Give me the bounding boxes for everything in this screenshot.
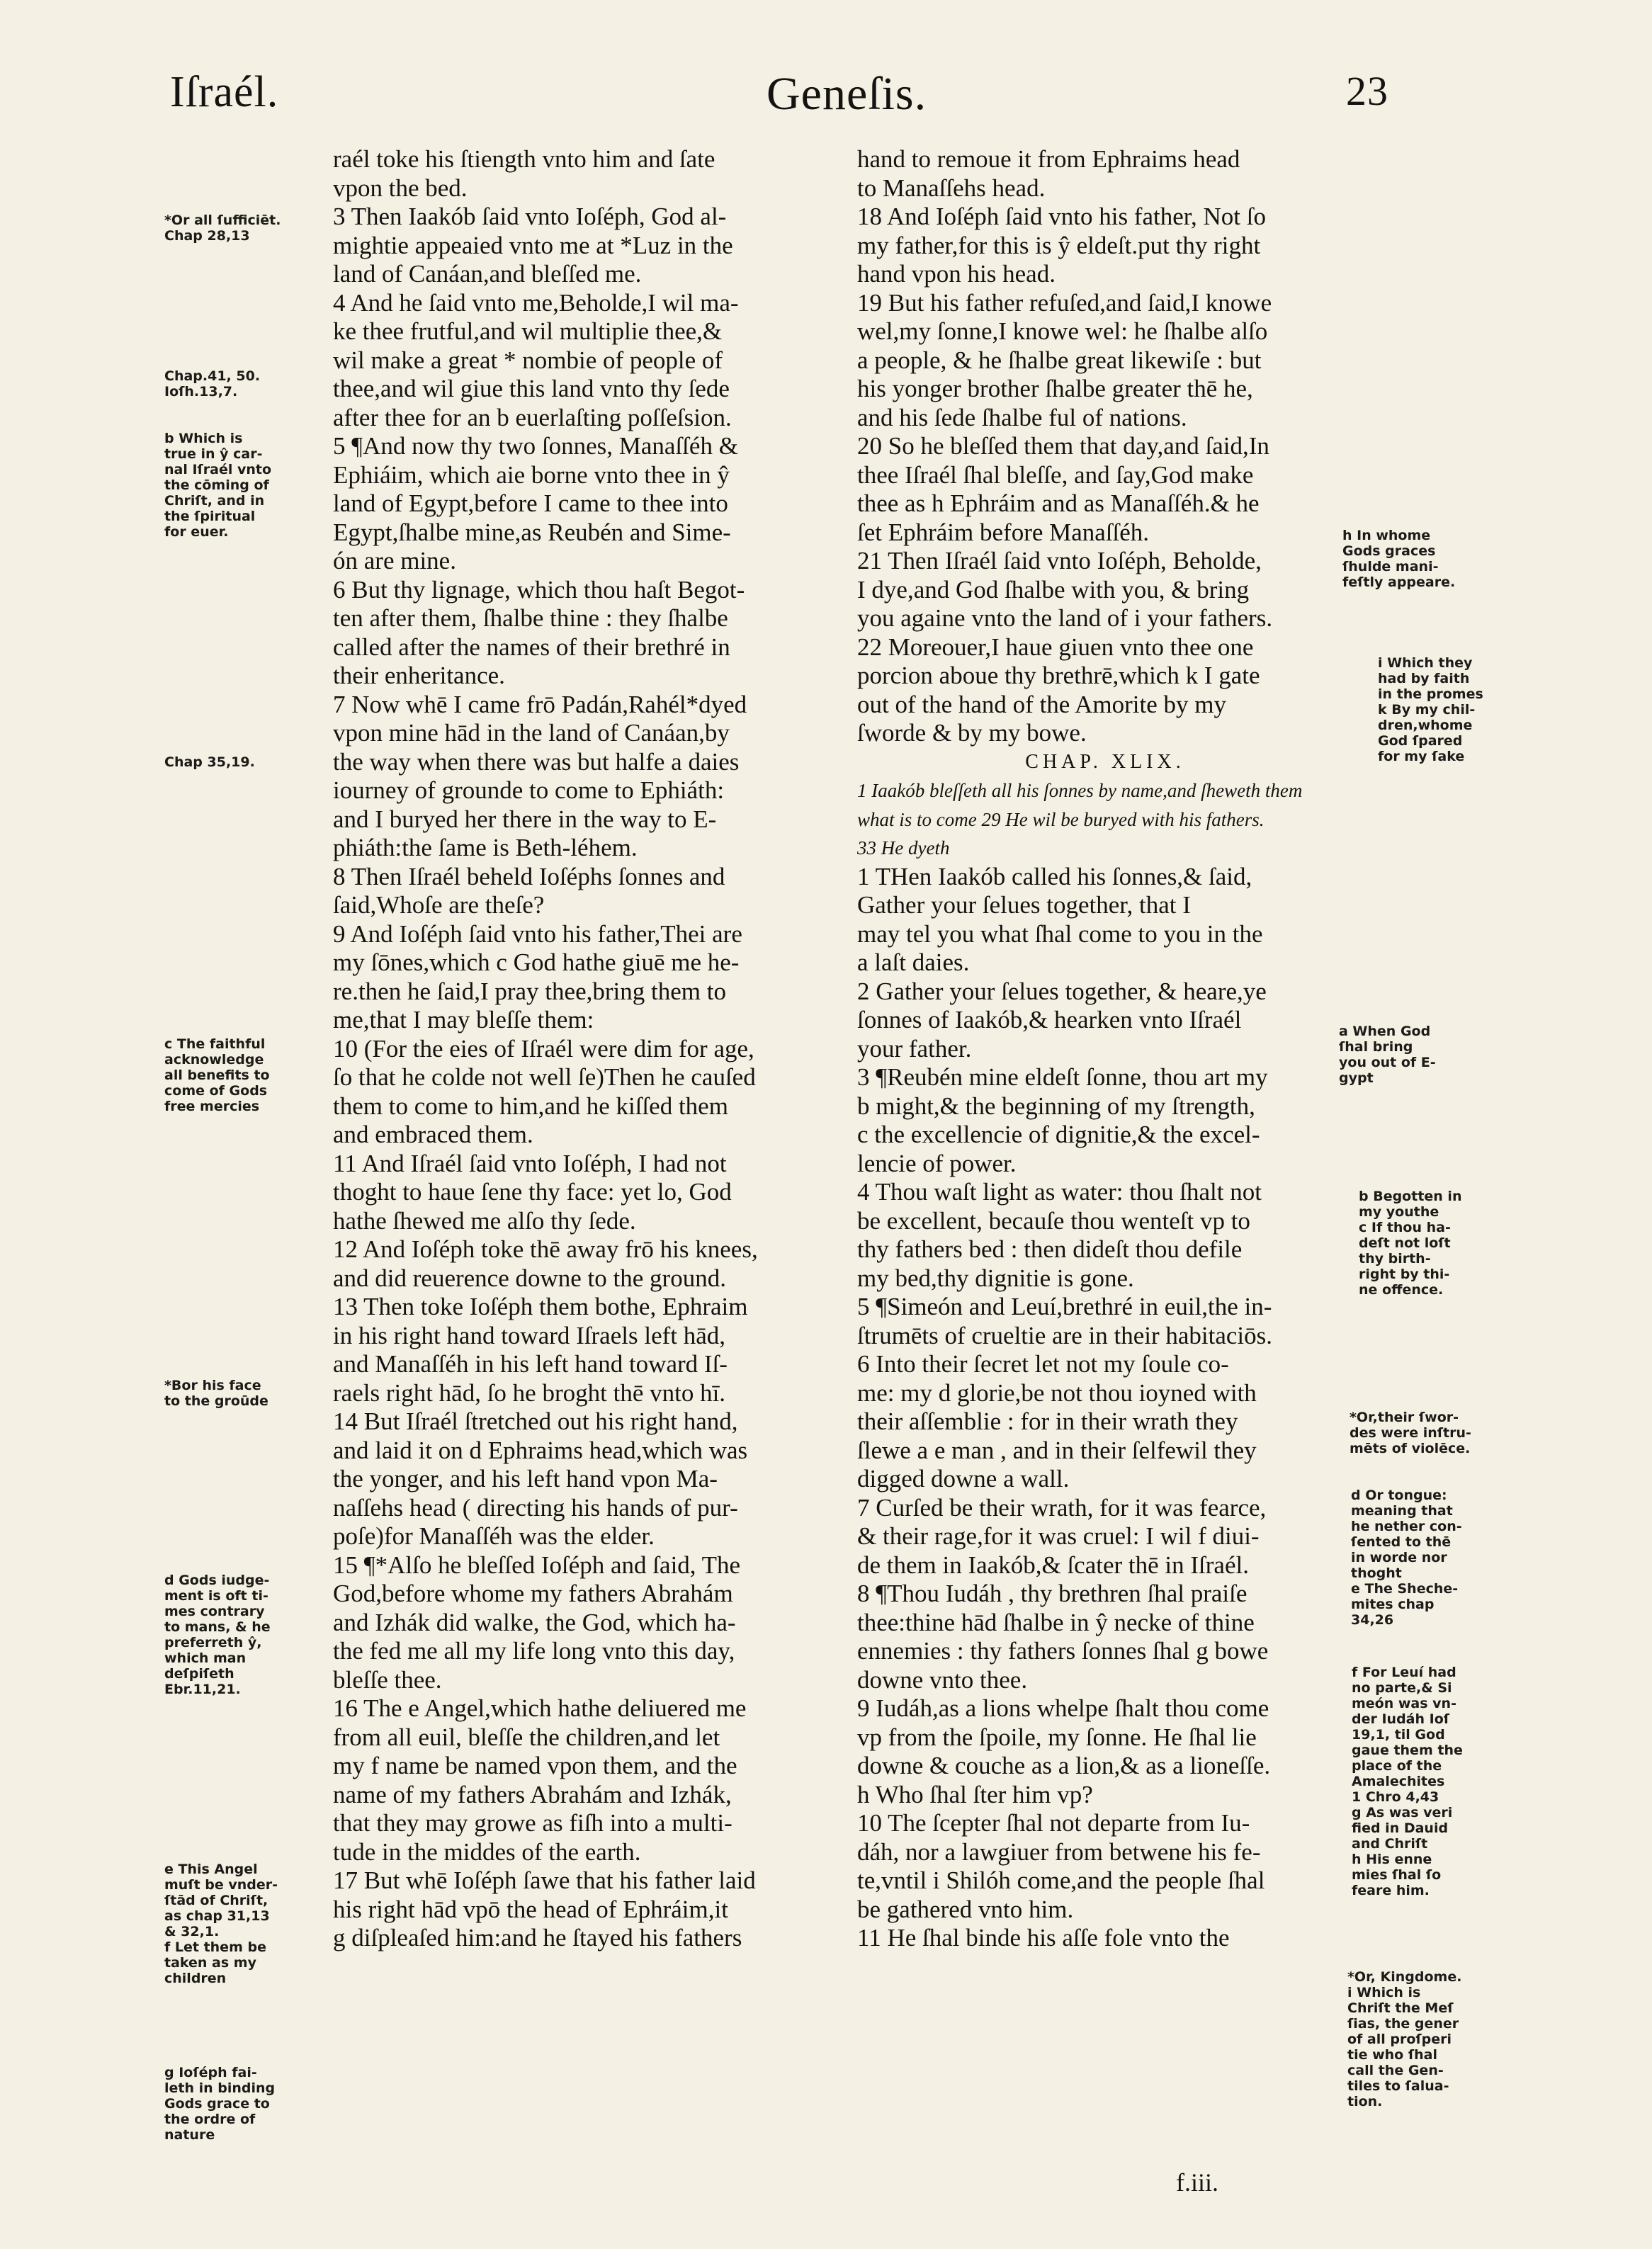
text-line: downe vnto thee. xyxy=(857,1665,1028,1694)
margin-note-line: taken as my xyxy=(164,1955,256,1971)
text-line: a laſt daies. xyxy=(857,948,970,976)
margin-note-line: d Gods iudge- xyxy=(164,1573,270,1588)
margin-note xyxy=(1350,1410,1471,1456)
text-line: 7 Now whē I came frō Padán,Rahél*dyed xyxy=(333,690,747,718)
text-line: 5 ¶Simeón and Leuí,brethré in euil,the in- xyxy=(857,1293,1272,1320)
margin-note-line: des were inſtru- xyxy=(1350,1425,1471,1441)
margin-note-line: meaning that xyxy=(1351,1503,1453,1519)
text-line: land of Canáan,and bleſſed me. xyxy=(333,260,642,288)
text-line: 15 ¶*Alſo he bleſſed Ioſéph and ſaid, The xyxy=(333,1551,741,1579)
text-line: 22 Moreouer,I haue giuen vnto thee one xyxy=(857,633,1254,661)
margin-note-line: thy birth- xyxy=(1359,1251,1431,1267)
margin-note-line: *Or,their ſwor- xyxy=(1350,1410,1459,1425)
text-line: Egypt,ſhalbe mine,as Reubén and Sime- xyxy=(333,518,731,546)
margin-note xyxy=(164,431,271,540)
margin-note-line: f Let them be xyxy=(164,1939,266,1955)
text-line: the fed me all my life long vnto this day, xyxy=(333,1637,735,1665)
margin-note-line: the cōming of xyxy=(164,477,269,493)
margin-note-line: tie who ſhal xyxy=(1347,2047,1437,2063)
margin-note-line: no parte,& Si xyxy=(1352,1680,1452,1696)
margin-note xyxy=(1342,528,1455,590)
text-line: 12 And Ioſéph toke thē away frō his knees, xyxy=(333,1235,758,1263)
text-line: g diſpleaſed him:and he ſtayed his fathers xyxy=(333,1924,742,1951)
text-line: 4 And he ſaid vnto me,Beholde,I wil ma- xyxy=(333,288,739,317)
margin-note-line: to the groūde xyxy=(164,1393,268,1409)
margin-note xyxy=(164,1573,271,1697)
margin-note-line: fied in Dauid xyxy=(1352,1820,1449,1836)
margin-note-line: ſented to thē xyxy=(1351,1534,1452,1550)
text-line: them to come to him,and he kiſſed them xyxy=(333,1092,728,1120)
text-line: and Manaſſéh in his left hand toward Iſ- xyxy=(333,1350,728,1378)
margin-note-line: God ſpared xyxy=(1378,733,1463,749)
margin-note-line: muſt be vnder- xyxy=(164,1877,278,1893)
text-line: thy fathers bed : then dideſt thou defile xyxy=(857,1235,1243,1263)
margin-note-line: h His enne xyxy=(1352,1852,1432,1867)
margin-note-line: tion. xyxy=(1347,2094,1383,2109)
margin-note-line: g As was veri xyxy=(1352,1805,1453,1820)
text-line: my bed,thy dignitie is gone. xyxy=(857,1264,1134,1292)
margin-note-line: for my ſake xyxy=(1378,749,1465,764)
text-line: and Izhák did walke, the God, which ha- xyxy=(333,1608,736,1636)
margin-note xyxy=(1359,1189,1461,1298)
margin-note-line: in the promes xyxy=(1378,686,1483,702)
text-line: ſaid,Whoſe are theſe? xyxy=(333,891,545,919)
margin-note-line: call the Gen- xyxy=(1347,2063,1444,2078)
margin-note-line: c If thou ha- xyxy=(1359,1220,1451,1235)
text-line: 4 Thou waſt light as water: thou ſhalt not xyxy=(857,1178,1262,1206)
chapter-heading: CHAP. XLIX. xyxy=(1025,750,1185,773)
chapter-argument-line: what is to come 29 He wil be buryed with his fathers. xyxy=(857,808,1265,830)
margin-note-line: ſias, the gener xyxy=(1347,2016,1459,2032)
margin-note xyxy=(164,1378,268,1409)
text-line: iourney of grounde to come to Ephiáth: xyxy=(333,776,725,804)
text-line: 2 Gather your ſelues together, & heare,ye xyxy=(857,977,1267,1005)
text-line: that they may growe as fiſh into a multi- xyxy=(333,1809,732,1837)
margin-note-line: ne offence. xyxy=(1359,1282,1444,1298)
text-line: vpon mine hād in the land of Canáan,by xyxy=(333,719,730,747)
margin-note-line: meón was vn- xyxy=(1352,1696,1456,1711)
margin-note-line: he nether con- xyxy=(1351,1519,1462,1534)
margin-note-line: true in ŷ car- xyxy=(164,446,263,462)
margin-note-line: acknowledge xyxy=(164,1052,264,1067)
text-line: land of Egypt,before I came to thee into xyxy=(333,489,728,517)
text-line: me: my d glorie,be not thou ioyned with xyxy=(857,1378,1257,1407)
margin-note-line: and Chriſt xyxy=(1352,1836,1428,1852)
margin-note-line: children xyxy=(164,1971,227,1986)
text-line: and embraced them. xyxy=(333,1121,533,1148)
text-line: ſet Ephráim before Manaſſéh. xyxy=(857,518,1150,546)
margin-note-line: 19,1, til God xyxy=(1352,1727,1445,1743)
margin-note-line: come of Gods xyxy=(164,1083,268,1099)
margin-note-line: mies ſhal ſo xyxy=(1352,1867,1442,1883)
margin-note-line: Chap.41, 50. xyxy=(164,368,261,384)
margin-note xyxy=(1347,1969,1461,2109)
chapter-argument-line: 33 He dyeth xyxy=(857,837,950,859)
margin-note-line: f For Leuí had xyxy=(1352,1665,1456,1680)
text-line: & their rage,for it was cruel: I wil f diui- xyxy=(857,1522,1260,1550)
text-line: raél toke his ſtiength vnto him and ſate xyxy=(333,145,715,173)
text-line: digged downe a wall. xyxy=(857,1465,1070,1492)
margin-note-line: tiles to ſalua- xyxy=(1347,2078,1449,2094)
margin-note-line: Amalechites xyxy=(1352,1774,1445,1789)
text-line: ten after them, ſhalbe thine : they ſhalbe xyxy=(333,604,728,632)
text-line: c the excellencie of dignitie,& the excel- xyxy=(857,1121,1260,1148)
text-line: be gathered vnto him. xyxy=(857,1895,1074,1923)
margin-note-line: as chap 31,13 xyxy=(164,1908,270,1924)
margin-note-line: which man xyxy=(164,1650,247,1666)
text-line: ón are mine. xyxy=(333,547,456,574)
text-line: 11 And Iſraél ſaid vnto Ioſéph, I had not xyxy=(333,1149,727,1177)
text-line: their enheritance. xyxy=(333,662,505,689)
margin-note-line: 34,26 xyxy=(1351,1612,1394,1628)
page-number: 23 xyxy=(1346,68,1388,114)
text-line: te,vntil i Shilóh come,and the people ſhal xyxy=(857,1866,1265,1894)
text-line: ke thee frutful,and wil multiplie thee,& xyxy=(333,317,723,345)
margin-note xyxy=(164,1036,270,1114)
text-line: hand to remoue it from Ephraims head xyxy=(857,145,1240,173)
margin-note-line: thoght xyxy=(1351,1565,1402,1581)
text-column-left xyxy=(333,145,829,1953)
margin-note-line: Ebr.11,21. xyxy=(164,1682,241,1697)
text-line: thee as h Ephráim and as Manaſſéh.& he xyxy=(857,489,1260,517)
text-line: 18 And Ioſéph ſaid vnto his father, Not ſo xyxy=(857,203,1266,230)
text-line: 20 So he bleſſed them that day,and ſaid,In xyxy=(857,432,1269,460)
margin-note-line: Gods graces xyxy=(1342,543,1436,559)
margin-note xyxy=(164,1862,278,1986)
margin-note-line: b Which is xyxy=(164,431,243,446)
text-line: I dye,and God ſhalbe with you, & bring xyxy=(857,575,1250,604)
text-line: 17 But whē Ioſéph ſawe that his father laid xyxy=(333,1866,756,1894)
margin-note-line: ſhal bring xyxy=(1339,1039,1413,1055)
margin-note-line: nal Iſraél vnto xyxy=(164,462,272,477)
text-line: 13 Then toke Ioſéph them bothe, Ephraim xyxy=(333,1293,748,1320)
text-line: lencie of power. xyxy=(857,1149,1017,1177)
text-line: his yonger brother ſhalbe greater thē he, xyxy=(857,375,1253,402)
margin-note-line: leth in binding xyxy=(164,2080,276,2096)
margin-note-line: mēts of violēce. xyxy=(1350,1441,1471,1456)
margin-note-line: Chap 35,19. xyxy=(164,754,255,770)
text-line: God,before whome my fathers Abrahám xyxy=(333,1580,733,1607)
text-line: hathe ſhewed me alſo thy ſede. xyxy=(333,1206,636,1235)
margin-note-line: gypt xyxy=(1339,1070,1374,1086)
text-line: my ſōnes,which c God hathe giuē me he- xyxy=(333,948,740,976)
text-line: 8 Then Iſraél beheld Ioſéphs ſonnes and xyxy=(333,862,725,890)
text-line: vpon the bed. xyxy=(333,174,468,202)
text-line: raels right hād, ſo he broght thē vnto hī. xyxy=(333,1378,726,1407)
text-line: wil make a great * nombie of people of xyxy=(333,346,723,374)
text-line: 10 The ſcepter ſhal not departe from Iu- xyxy=(857,1809,1250,1837)
margin-note-line: 1 Chro 4,43 xyxy=(1352,1789,1439,1805)
text-line: thee Iſraél ſhal bleſſe, and ſay,God make xyxy=(857,460,1254,489)
margin-note-line: free mercies xyxy=(164,1099,260,1114)
text-line: and his ſede ſhalbe ful of nations. xyxy=(857,403,1187,431)
margin-note xyxy=(1378,655,1483,764)
margin-note-line: c The faithful xyxy=(164,1036,266,1052)
text-line: 5 ¶And now thy two ſonnes, Manaſſéh & xyxy=(333,432,738,460)
margin-note xyxy=(164,368,260,400)
text-line: de them in Iaakób,& ſcater thē in Iſraél. xyxy=(857,1551,1249,1579)
margin-note-line: Gods grace to xyxy=(164,2096,270,2112)
margin-note-line: right by thi- xyxy=(1359,1267,1450,1282)
text-line: 3 Then Iaakób ſaid vnto Ioſéph, God al- xyxy=(333,203,727,230)
margin-note-line: i Which they xyxy=(1378,655,1473,671)
margin-note-line: *Or all ſufficiēt. xyxy=(164,213,281,228)
margin-note-line: ſtād of Chriſt, xyxy=(164,1893,268,1908)
text-line: 21 Then Iſraél ſaid vnto Ioſéph, Beholde, xyxy=(857,547,1262,574)
margin-note xyxy=(1351,1488,1462,1628)
margin-note-line: had by faith xyxy=(1378,671,1470,686)
signature-mark: f.iii. xyxy=(1176,2168,1218,2197)
text-line: ennemies : thy fathers ſonnes ſhal g bowe xyxy=(857,1637,1269,1665)
text-line: name of my fathers Abrahám and Izhák, xyxy=(333,1780,732,1808)
text-line: to Manaſſehs head. xyxy=(857,174,1046,202)
text-column-right xyxy=(857,145,1353,1953)
margin-note-line: b Begotten in xyxy=(1359,1189,1462,1204)
text-line: naſſehs head ( directing his hands of pur- xyxy=(333,1493,738,1522)
text-line: 3 ¶Reubén mine eldeſt ſonne, thou art my xyxy=(857,1063,1268,1091)
text-line: be excellent, becauſe thou wenteſt vp to xyxy=(857,1206,1250,1235)
text-line: Ephiáim, which aie borne vnto thee in ŷ xyxy=(333,460,730,489)
margin-note-line: all benefits to xyxy=(164,1067,270,1083)
margin-note-line: Chriſt, and in xyxy=(164,493,265,509)
margin-note-line: place of the xyxy=(1352,1758,1442,1774)
margin-note-line: der Iudáh Ioſ xyxy=(1352,1711,1450,1727)
margin-note xyxy=(164,213,281,244)
margin-note xyxy=(164,2065,275,2143)
text-line: your father. xyxy=(857,1034,972,1063)
margin-note-line: g Ioſéph fai- xyxy=(164,2065,257,2080)
text-line: dáh, nor a lawgiuer from betwene his fe- xyxy=(857,1837,1261,1866)
margin-note-line: to mans, & he xyxy=(164,1619,271,1635)
margin-note-line: my youthe xyxy=(1359,1204,1439,1220)
text-line: 11 He ſhal binde his aſſe fole vnto the xyxy=(857,1924,1230,1951)
text-line: 7 Curſed be their wrath, for it was fearce, xyxy=(857,1493,1267,1522)
text-line: and I buryed her there in the way to E- xyxy=(333,805,717,833)
text-line: re.then he ſaid,I pray thee,bring them to xyxy=(333,977,726,1005)
margin-note-line: deſpiſeth xyxy=(164,1666,234,1682)
text-line: ſo that he colde not well ſe)Then he cauſed xyxy=(333,1063,756,1091)
margin-note-line: & 32,1. xyxy=(164,1924,220,1939)
text-line: ſlewe a e man , and in their ſelfewil they xyxy=(857,1436,1257,1464)
margin-note-line: d Or tongue: xyxy=(1351,1488,1447,1503)
margin-note-line: *Or, Kingdome. xyxy=(1347,1969,1462,1985)
text-line: 6 Into their ſecret let not my ſoule co- xyxy=(857,1350,1229,1378)
text-line: a people, & he ſhalbe great likewiſe : but xyxy=(857,346,1262,374)
text-line: h Who ſhal ſter him vp? xyxy=(857,1780,1093,1808)
text-line: me,that I may bleſſe them: xyxy=(333,1006,594,1033)
text-line: porcion aboue thy brethrē,which k I gate xyxy=(857,662,1260,689)
margin-note-line: deſt not loſt xyxy=(1359,1235,1451,1251)
margin-note-line: for euer. xyxy=(164,524,229,540)
margin-note-line: ment is oft ti- xyxy=(164,1588,268,1604)
margin-note-line: mes contrary xyxy=(164,1604,265,1619)
text-line: 9 Iudáh,as a lions whelpe ſhalt thou come xyxy=(857,1694,1269,1722)
margin-note-line: the ordre of xyxy=(164,2112,256,2127)
margin-note-line: Chriſt the Meſ xyxy=(1347,2000,1454,2016)
text-line: my father,for this is ŷ eldeſt.put thy right xyxy=(857,231,1261,259)
text-line: thoght to haue ſene thy face: yet lo, God xyxy=(333,1178,732,1206)
text-line: b might,& the beginning of my ſtrength, xyxy=(857,1092,1255,1120)
margin-note-line: h In whome xyxy=(1342,528,1431,543)
text-line: 19 But his father refuſed,and ſaid,I knowe xyxy=(857,288,1272,317)
text-line: after thee for an b euerlaſting poſſeſsion. xyxy=(333,403,732,431)
text-line: may tel you what ſhal come to you in the xyxy=(857,919,1263,948)
margin-note-line: nature xyxy=(164,2127,215,2143)
margin-note-line: feſtly appeare. xyxy=(1342,574,1456,590)
text-line: and did reuerence downe to the ground. xyxy=(333,1264,726,1292)
text-line: 6 But thy lignage, which thou haſt Begot- xyxy=(333,575,745,604)
text-line: the way when there was but halfe a daies xyxy=(333,747,740,776)
text-line: thee,and wil giue this land vnto thy ſede xyxy=(333,375,730,402)
margin-note-line: mites chap xyxy=(1351,1597,1435,1612)
running-head-book-title: Geneſis. xyxy=(766,68,927,120)
text-line: you againe vnto the land of i your fathers. xyxy=(857,604,1273,632)
margin-note-line: *Bor his face xyxy=(164,1378,261,1393)
margin-note-line: e This Angel xyxy=(164,1862,258,1877)
margin-note-line: dren,whome xyxy=(1378,718,1473,733)
text-line: their aſſemblie : for in their wrath they xyxy=(857,1407,1238,1435)
margin-note-line: ſhulde mani- xyxy=(1342,559,1439,574)
margin-note-line: i Which is xyxy=(1347,1985,1421,2000)
margin-note-line: feare him. xyxy=(1352,1883,1430,1898)
text-line: wel,my ſonne,I knowe wel: he ſhalbe alſo xyxy=(857,317,1268,345)
text-line: his right hād vpō the head of Ephráim,it xyxy=(333,1895,728,1923)
text-line: from all euil, bleſſe the children,and let xyxy=(333,1723,720,1751)
text-line: ſtrumēts of crueltie are in their habitaciōs. xyxy=(857,1321,1273,1349)
running-head-left: Iſraél. xyxy=(170,68,279,116)
text-line: poſe)for Manaſſéh was the elder. xyxy=(333,1522,655,1550)
text-line: 14 But Iſraél ſtretched out his right hand, xyxy=(333,1407,738,1435)
text-line: thee:thine hād ſhalbe in ŷ necke of thine xyxy=(857,1608,1255,1636)
margin-note-line: preferreth ŷ, xyxy=(164,1635,262,1650)
text-line: 9 And Ioſéph ſaid vnto his father,Thei are xyxy=(333,919,742,948)
margin-note xyxy=(1339,1024,1436,1086)
text-line: in his right hand toward Iſraels left hād, xyxy=(333,1321,726,1349)
text-line: 16 The e Angel,which hathe deliuered me xyxy=(333,1694,747,1722)
margin-note-line: the ſpiritual xyxy=(164,509,256,524)
text-line: bleſſe thee. xyxy=(333,1665,442,1694)
text-line: mightie appeaied vnto me at *Luz in the xyxy=(333,231,733,259)
margin-note-line: Chap 28,13 xyxy=(164,228,250,244)
text-line: tude in the middes of the earth. xyxy=(333,1837,641,1866)
margin-note-line: e The Sheche- xyxy=(1351,1581,1459,1597)
text-line: ſworde & by my bowe. xyxy=(857,719,1087,747)
text-line: 8 ¶Thou Iudáh , thy brethren ſhal praiſe xyxy=(857,1580,1248,1607)
margin-note xyxy=(1352,1665,1463,1898)
text-line: vp from the ſpoile, my ſonne. He ſhal lie xyxy=(857,1723,1257,1751)
margin-note-line: a When God xyxy=(1339,1024,1431,1039)
margin-note-line: k By my chil- xyxy=(1378,702,1476,718)
margin-note-line: you out of E- xyxy=(1339,1055,1436,1070)
margin-note xyxy=(164,754,255,770)
text-line: out of the hand of the Amorite by my xyxy=(857,690,1227,718)
margin-note-line: in worde nor xyxy=(1351,1550,1447,1565)
text-line: my f name be named vpon them, and the xyxy=(333,1752,737,1779)
text-line: called after the names of their brethré in xyxy=(333,633,730,661)
text-line: downe & couche as a lion,& as a lioneſſe. xyxy=(857,1752,1271,1779)
text-line: hand vpon his head. xyxy=(857,260,1056,288)
margin-note-line: gaue them the xyxy=(1352,1743,1463,1758)
margin-note-line: Ioſh.13,7. xyxy=(164,384,238,400)
text-line: the yonger, and his left hand vpon Ma- xyxy=(333,1465,718,1492)
text-line: phiáth:the ſame is Beth-léhem. xyxy=(333,834,638,861)
text-line: 10 (For the eies of Iſraél were dim for age, xyxy=(333,1034,754,1063)
margin-note-line: of all proſperi xyxy=(1347,2032,1452,2047)
chapter-argument-line: 1 Iaakób bleſſeth all his ſonnes by name,and ſheweth them xyxy=(857,780,1303,801)
text-line: Gather your ſelues together, that I xyxy=(857,891,1191,919)
text-line: 1 THen Iaakób called his ſonnes,& ſaid, xyxy=(857,862,1252,890)
text-line: ſonnes of Iaakób,& hearken vnto Iſraél xyxy=(857,1006,1242,1033)
text-line: and laid it on d Ephraims head,which was xyxy=(333,1436,748,1464)
